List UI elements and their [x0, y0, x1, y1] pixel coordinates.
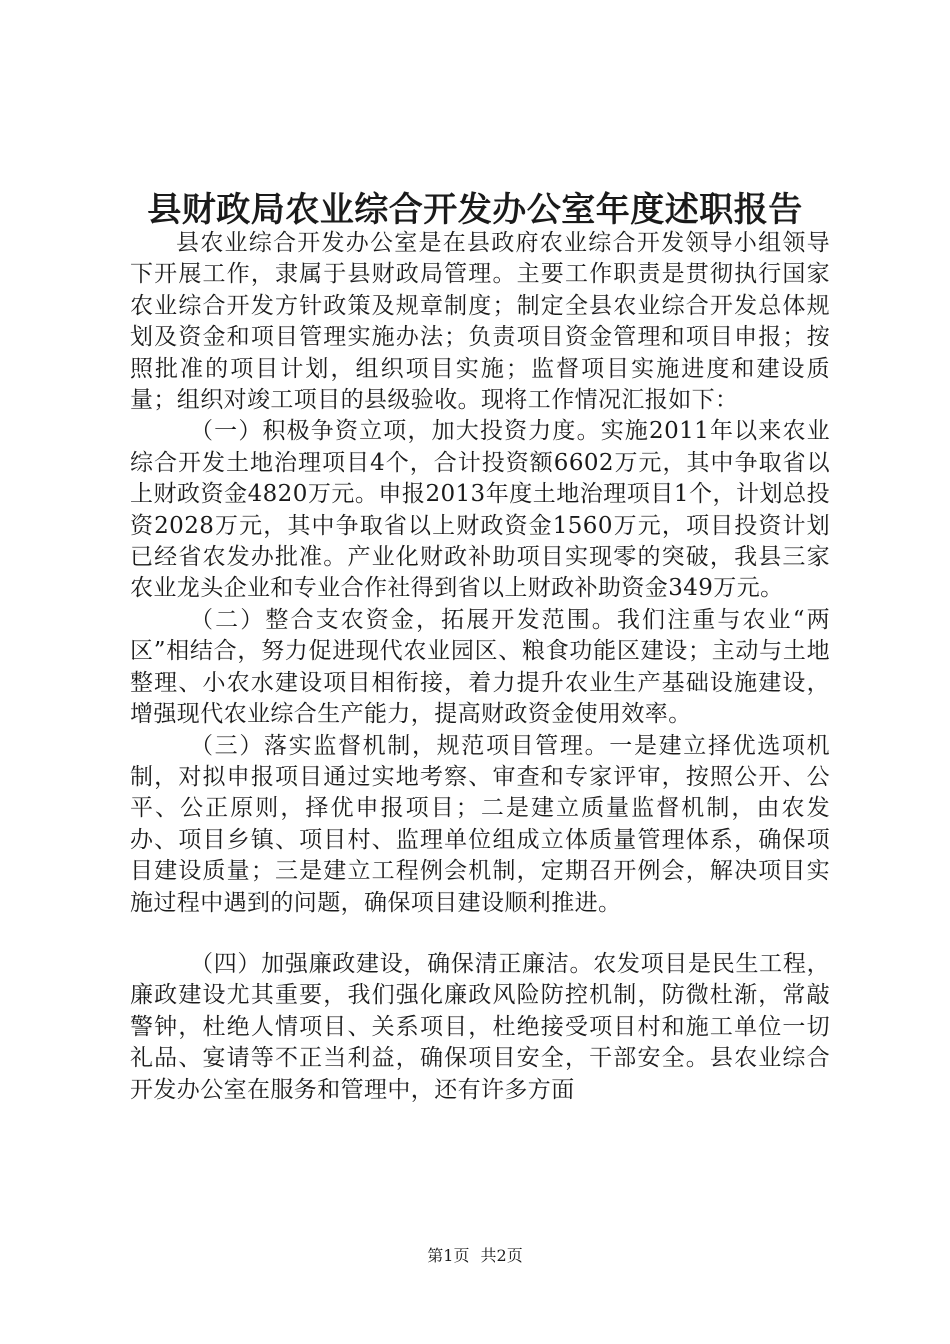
paragraph-section-2: （二）整合支农资金，拓展开发范围。我们注重与农业“两区”相结合，努力促进现代农业园区、粮食功能区建设；主动与土地整理、小农水建设项目相衔接，着力提升农业生产基础设施建设，增强现代农业综合生产能力，提高财政资金使用效率。 — [130, 606, 830, 728]
paragraph-intro: 县农业综合开发办公室是在县政府农业综合开发领导小组领导下开展工作，隶属于县财政局管理。主要工作职责是贯彻执行国家农业综合开发方针政策及规章制度；制定全县农业综合开发总体规划及资金和项目管理实施办法；负责项目资金管理和项目申报；按照批准的项目计划，组织项目实施；监督项目实施进度和建设质量；组织对竣工项目的县级验收。现将工作情况汇报如下： — [130, 230, 830, 414]
page-footer — [0, 1245, 950, 1267]
page-number: 第1页 — [427, 1246, 470, 1265]
paragraph-section-1: （一）积极争资立项，加大投资力度。实施2011年以来农业综合开发土地治理项目4个，合计投资额6602万元，其中争取省以上财政资金4820万元。申报2013年度土地治理项目1个，计划总投资2028万元，其中争取省以上财政资金1560万元，项目投资计划已经省农发办批准。产业化财政补助项目实现零的突破，我县三家农业龙头企业和专业合作社得到省以上财政补助资金349万元。 — [130, 418, 830, 602]
paragraph-section-4: （四）加强廉政建设，确保清正廉洁。农发项目是民生工程，廉政建设尤其重要，我们强化廉政风险防控机制，防微杜渐，常敲警钟，杜绝人情项目、关系项目，杜绝接受项目村和施工单位一切礼品、宴请等不正当利益，确保项目安全，干部安全。县农业综合开发办公室在服务和管理中，还有许多方面 — [130, 950, 830, 1103]
paragraph-section-3: （三）落实监督机制，规范项目管理。一是建立择优选项机制，对拟申报项目通过实地考察、审查和专家评审，按照公开、公平、公正原则，择优申报项目；二是建立质量监督机制，由农发办、项目乡镇、项目村、监理单位组成立体质量管理体系，确保项目建设质量；三是建立工程例会机制，定期召开例会，解决项目实施过程中遇到的问题，确保项目建设顺利推进。 — [130, 732, 830, 916]
document-body — [130, 228, 830, 1106]
page-total: 共2页 — [480, 1246, 523, 1265]
document-title: 县财政局农业综合开发办公室年度述职报告 — [147, 190, 803, 230]
